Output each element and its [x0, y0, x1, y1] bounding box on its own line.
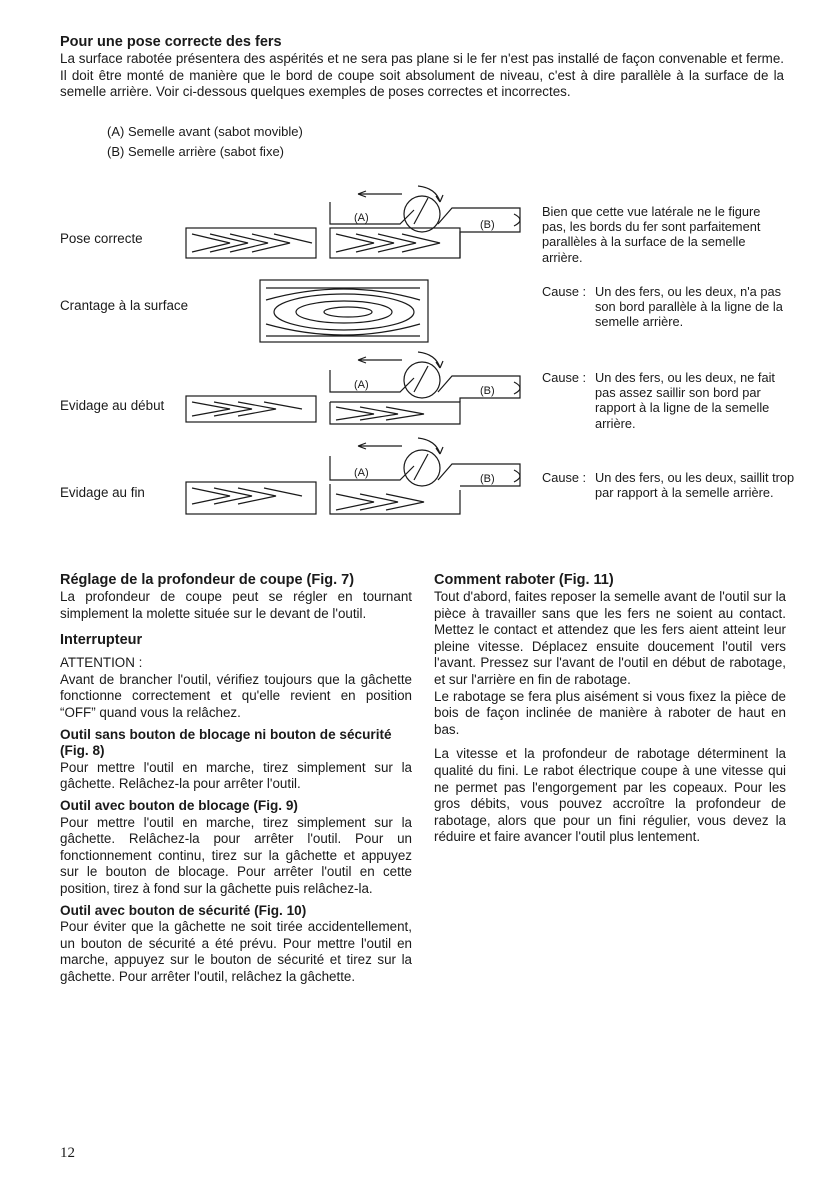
- intro-paragraph: La surface rabotée présentera des aspérités et ne sera pas plane si le fer n'est pas installé de façon convenable et ferme. Il doit être monté de manière que le bord de coupe soit absolument de niveau, c'est à dire parallèle à la surface de la semelle arrière. Voir ci-dessous quelques exemples de poses correctes et incorrectes.: [60, 51, 784, 100]
- avec-blocage-title: Outil avec bouton de blocage (Fig. 9): [60, 797, 298, 813]
- shoe-a-label-fin: (A): [354, 467, 369, 479]
- front-shoe-a: [330, 202, 414, 224]
- cause-key: Cause :: [542, 370, 587, 385]
- workpiece-before-correct: [186, 228, 316, 258]
- explanation-evidage-fin: [542, 470, 796, 518]
- explanation-evidage-debut: [542, 370, 796, 432]
- right-column: [434, 572, 786, 846]
- attention-text: Avant de brancher l'outil, vérifiez toujours que la gâchette fonctionne correctement et qu'elle revient en position “OFF” quand vous la relâchez.: [60, 671, 412, 720]
- diagram-evidage-debut: [186, 352, 520, 424]
- workpiece-after-correct: [330, 228, 460, 258]
- row-label-pose-correcte: Pose correcte: [60, 231, 143, 246]
- legend-b: (B) Semelle arrière (sabot fixe): [107, 144, 284, 159]
- diagram-crantage: [260, 280, 428, 342]
- shoe-a-label-debut: (A): [354, 379, 369, 391]
- raboter-p1: Tout d'abord, faites reposer la semelle avant de l'outil sur la pièce à travailler sans que les fers ne soient au contact. Mettez le contact et attendez que les fers aient atteint leur pleine vitesse. Déplacez ensuite doucement l'outil vers l'avant. Pressez sur l'avant de l'outil en début de rabotage, et sur l'arrière en fin de rabotage.: [434, 589, 786, 687]
- shoe-b-label-debut: (B): [480, 385, 495, 397]
- cause-key: Cause :: [542, 470, 587, 485]
- avec-securite-title: Outil avec bouton de sécurité (Fig. 10): [60, 902, 307, 918]
- avec-securite-text: Pour éviter que la gâchette ne soit tirée accidentellement, un bouton de sécurité a été prévu. Pour mettre l'outil en marche, appuyez sur le bouton de sécurité et tirez sur la gâchette. Pour arrêter l'outil, relâchez la gâchette.: [60, 919, 412, 984]
- page-number: 12: [60, 1145, 75, 1161]
- cause-text: Un des fers, ou les deux, n'a pas son bord parallèle à la ligne de la semelle arrière.: [595, 284, 783, 330]
- explanation-crantage: [542, 284, 796, 332]
- cause-key: Cause :: [542, 284, 587, 299]
- shoe-b-label-fin: (B): [480, 473, 495, 485]
- section-title-pose: Pour une pose correcte des fers: [60, 34, 282, 50]
- shoe-b-label: (B): [480, 219, 495, 231]
- comment-raboter-title: Comment raboter (Fig. 11): [434, 572, 614, 588]
- attention-label: ATTENTION :: [60, 655, 143, 671]
- left-column: [60, 572, 412, 985]
- explanation-pose-correcte: Bien que cette vue latérale ne le figure pas, les bords du fer sont parfaitement parallèles à la surface de la semelle arrière.: [542, 204, 761, 265]
- reglage-title: Réglage de la profondeur de coupe (Fig. 7): [60, 572, 355, 588]
- workpiece-before-fin: [186, 482, 316, 514]
- diagram-evidage-fin: [186, 438, 520, 514]
- cause-text: Un des fers, ou les deux, saillit trop par rapport à la semelle arrière.: [595, 470, 795, 501]
- avec-blocage-text: Pour mettre l'outil en marche, tirez simplement sur la gâchette. Relâchez-la pour arrêter l'outil. Pour un fonctionnement continu, tirez sur la gâchette et appuyez sur le bouton de blocage. Pour arrêter l'outil en cette position, tirez à fond sur la gâchette puis relâchez-la.: [60, 814, 412, 896]
- reglage-text: La profondeur de coupe peut se régler en tournant simplement la molette située sur le devant de l'outil.: [60, 589, 412, 621]
- interrupteur-title: Interrupteur: [60, 632, 143, 649]
- raboter-p3: La vitesse et la profondeur de rabotage déterminent la qualité du fini. Le rabot électrique coupe à une vitesse qui ne permet pas l'engorgement par les copeaux. Pour les gros débits, vous pouvez accroître la profondeur de rabotage, alors que pour un fini régulier, vous devez la réduire et faire avancer l'outil plus lentement.: [434, 746, 786, 845]
- raboter-p2: Le rabotage se fera plus aisément si vous fixez la pièce de bois de façon inclinée de manière à raboter de haut en bas.: [434, 688, 786, 737]
- legend-a: (A) Semelle avant (sabot movible): [107, 124, 303, 139]
- row-label-evidage-fin: Evidage au fin: [60, 485, 145, 500]
- row-label-evidage-debut: Evidage au début: [60, 398, 165, 413]
- diagram-pose-correcte: [186, 186, 520, 258]
- sans-blocage-text: Pour mettre l'outil en marche, tirez simplement sur la gâchette. Relâchez-la pour arrêter l'outil.: [60, 759, 412, 792]
- row-label-crantage: Crantage à la surface: [60, 298, 189, 313]
- planer-blade-figure: [170, 180, 530, 540]
- shoe-a-label: (A): [354, 212, 369, 224]
- sans-blocage-title: Outil sans bouton de blocage ni bouton de sécurité (Fig. 8): [60, 726, 392, 759]
- cause-text: Un des fers, ou les deux, ne fait pas assez saillir son bord par rapport à la ligne de la semelle arrière.: [595, 370, 775, 431]
